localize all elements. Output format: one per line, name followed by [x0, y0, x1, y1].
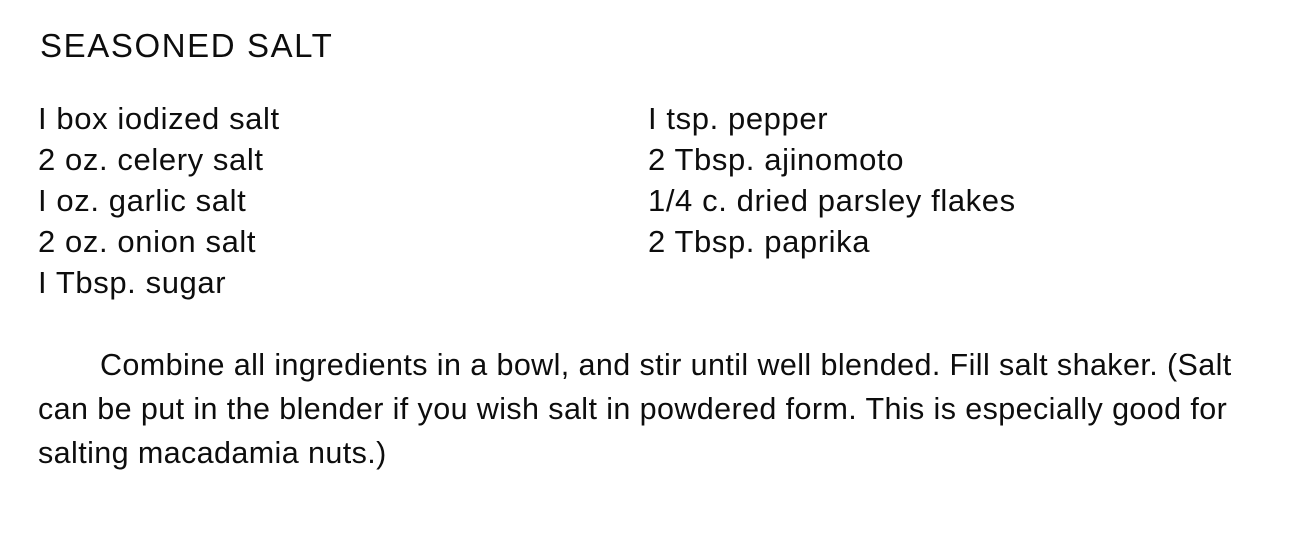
- instructions-text: Combine all ingredients in a bowl, and stir until well blended. Fill salt shaker. (Salt can be put in the blender if you wish salt in powdered form. This is especially good for salting macadamia nuts.): [38, 348, 1232, 471]
- list-item: I tsp. pepper: [648, 101, 829, 137]
- list-item: 2 Tbsp. paprika: [648, 224, 871, 260]
- ingredients-column-left: [38, 98, 648, 303]
- list-item: 1/4 c. dried parsley flakes: [648, 183, 1016, 219]
- ingredients-column-right: [648, 98, 1268, 303]
- list-item: 2 oz. onion salt: [38, 224, 257, 260]
- list-item: I box iodized salt: [38, 101, 280, 137]
- list-item: 2 Tbsp. ajinomoto: [648, 142, 905, 178]
- list-item: I Tbsp. sugar: [38, 265, 227, 301]
- page-title: SEASONED SALT: [40, 27, 334, 64]
- ingredients-section: [38, 98, 1281, 303]
- list-item: I oz. garlic salt: [38, 183, 247, 219]
- instructions-section: [38, 343, 1288, 475]
- list-item: 2 oz. celery salt: [38, 142, 264, 178]
